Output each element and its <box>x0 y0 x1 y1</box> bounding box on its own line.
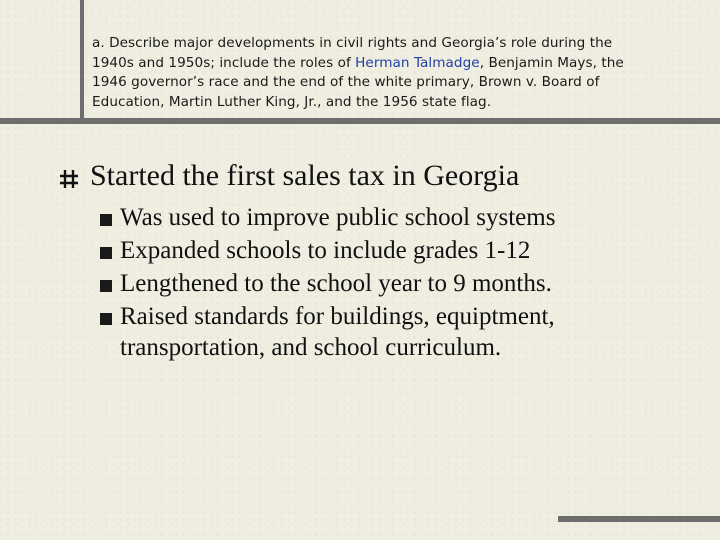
standard-line-2b: , Benjamin Mays, the <box>479 54 624 71</box>
standard-description <box>92 34 692 112</box>
sub-bullet-list <box>96 202 676 365</box>
square-bullet-icon <box>100 313 112 325</box>
square-bullet-icon <box>100 280 112 292</box>
standard-line-4: Education, Martin Luther King, Jr., and the 1956 state flag. <box>92 93 492 110</box>
sub-bullet-text: Raised standards for buildings, equiptment, transportation, and school curriculum. <box>120 303 555 361</box>
herman-talmadge-highlight: Herman Talmadge <box>355 54 480 71</box>
standard-line-2a: 1940s and 1950s; include the roles of <box>92 54 356 71</box>
square-bullet-icon <box>100 247 112 259</box>
square-bullet-icon <box>100 214 112 226</box>
header-divider <box>0 118 720 124</box>
footer-divider <box>558 516 720 522</box>
sub-bullet-text: Was used to improve public school systems <box>120 204 556 231</box>
list-item <box>96 235 676 266</box>
standard-line-2 <box>92 54 692 74</box>
hash-bullet-icon <box>58 168 80 190</box>
main-bullet-text: Started the first sales tax in Georgia <box>90 159 520 192</box>
sub-bullet-text: Lengthened to the school year to 9 months. <box>120 270 552 297</box>
list-item <box>96 301 676 363</box>
list-item <box>96 202 676 233</box>
sub-bullet-text: Expanded schools to include grades 1-12 <box>120 237 531 264</box>
list-item <box>96 268 676 299</box>
standard-line-3: 1946 governor’s race and the end of the white primary, Brown v. Board of <box>92 74 600 90</box>
standard-line-1: a. Describe major developments in civil rights and Georgia’s role during the <box>92 35 613 51</box>
